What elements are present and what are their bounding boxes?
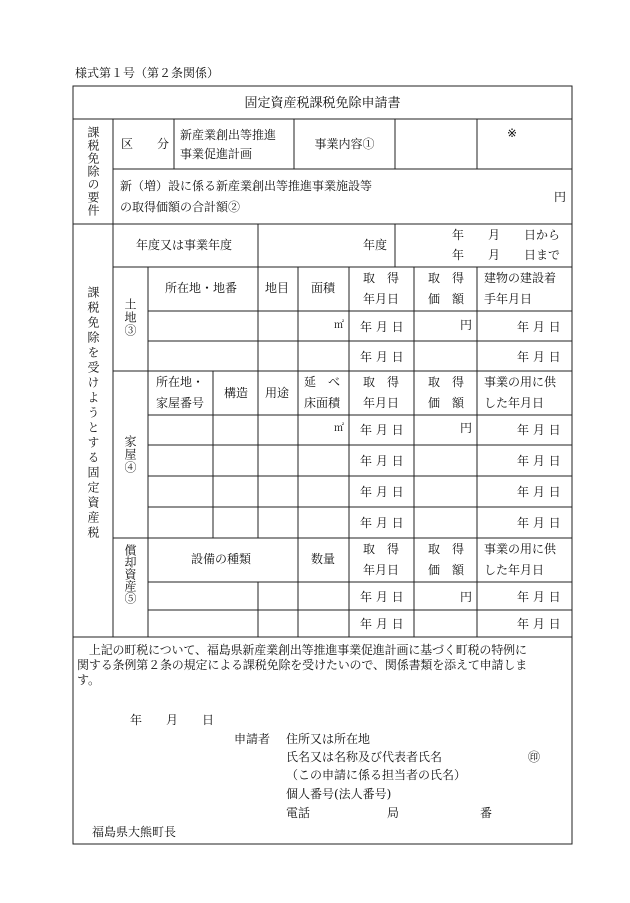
- house-col-floor-2: 床面積: [304, 396, 341, 410]
- statement-line2: 関する条例第２条の規定による課税免除を受けたいので、関係書類を添えて申請しま: [77, 658, 528, 672]
- house-col-loc-2: 家屋番号: [156, 396, 205, 410]
- depreciable-label: 償却資産⑤: [123, 544, 137, 604]
- total-yen-unit: 円: [554, 190, 567, 204]
- house-col-start-2: した年月日: [484, 396, 545, 410]
- applicant-label: 申請者: [234, 732, 271, 746]
- land-row1-m2: ㎡: [334, 320, 344, 331]
- name-label: 氏名又は名称及び代表者氏名: [286, 750, 443, 764]
- total-label-line2: の取得価額の合計額②: [120, 200, 241, 214]
- land-col-build-1: 建物の建設着: [484, 271, 557, 285]
- depr-col-type: 設備の種類: [191, 552, 252, 566]
- depr-row2-start-date: 年 月 日: [517, 617, 561, 631]
- house-row3-start-date: 年 月 日: [517, 485, 561, 499]
- land-col-acq-price-2: 価 額: [428, 292, 465, 306]
- land-col-build-2: 手年月日: [484, 292, 533, 306]
- nendo-unit: 年度: [363, 238, 388, 252]
- land-col-acq-date-1: 取 得: [363, 271, 400, 285]
- house-row2-acq-date: 年 月 日: [360, 454, 404, 468]
- depr-col-acq-date-1: 取 得: [363, 542, 400, 556]
- depr-col-qty: 数量: [311, 552, 336, 566]
- address-label: 住所又は所在地: [286, 732, 371, 746]
- depr-row1-acq-date: 年 月 日: [360, 590, 404, 604]
- depr-col-acq-price-1: 取 得: [428, 542, 465, 556]
- house-row2-start-date: 年 月 日: [517, 454, 561, 468]
- depr-col-start-1: 事業の用に供: [484, 542, 557, 556]
- land-row1-build-date: 年 月 日: [517, 320, 561, 334]
- land-row1-acq-date: 年 月 日: [360, 320, 404, 334]
- house-col-use: 用途: [265, 386, 290, 400]
- house-row1-acq-date: 年 月 日: [360, 423, 404, 437]
- note-mark: ※: [507, 126, 518, 140]
- land-col-area: 面積: [311, 281, 336, 295]
- land-row2-build-date: 年 月 日: [517, 350, 561, 364]
- phone-label: 電話: [286, 806, 311, 820]
- period-from: 年 月 日から: [452, 228, 561, 242]
- house-col-loc-1: 所在地・: [156, 375, 205, 389]
- form-number: 様式第１号（第２条関係）: [75, 66, 220, 80]
- phone-kyoku: 局: [387, 806, 400, 820]
- depr-row1-yen: 円: [460, 590, 473, 604]
- plan-label-line1: 新産業創出等推進: [180, 128, 277, 142]
- total-label-line1: 新（増）設に係る新産業創出等推進事業施設等: [120, 179, 373, 193]
- depr-row1-start-date: 年 月 日: [517, 590, 561, 604]
- land-col-chimoku: 地目: [265, 281, 290, 295]
- depr-row2-acq-date: 年 月 日: [360, 617, 404, 631]
- house-row1-m2: ㎡: [334, 423, 344, 434]
- house-col-acq-date-1: 取 得: [363, 375, 400, 389]
- house-col-acq-price-2: 価 額: [428, 396, 465, 410]
- house-row1-start-date: 年 月 日: [517, 423, 561, 437]
- content-label: 事業内容①: [314, 137, 375, 151]
- seal-mark: ㊞: [528, 750, 541, 764]
- period-to: 年 月 日まで: [452, 248, 561, 262]
- depr-col-start-2: した年月日: [484, 563, 545, 577]
- year-label: 年度又は事業年度: [136, 238, 233, 252]
- depr-col-acq-date-2: 年月日: [363, 563, 400, 577]
- kubun-label: 区 分: [121, 137, 170, 151]
- plan-label-line2: 事業促進計画: [180, 147, 253, 161]
- phone-ban: 番: [480, 806, 493, 820]
- land-col-location: 所在地・地番: [165, 281, 238, 295]
- assets-side-label: 課税免除を受けようとする固定資産税: [86, 286, 100, 541]
- id-number-label: 個人番号(法人番号): [286, 787, 392, 801]
- addressee: 福島県大熊町長: [92, 825, 177, 839]
- statement-line3: す。: [77, 673, 101, 687]
- house-label: 家屋④: [123, 435, 137, 474]
- application-date: 年 月 日: [130, 713, 215, 727]
- land-col-acq-price-1: 取 得: [428, 271, 465, 285]
- statement-line1: 上記の町税について、福島県新産業創出等推進事業促進計画に基づく町税の特例に: [77, 643, 527, 657]
- house-col-struct: 構造: [224, 386, 249, 400]
- house-col-floor-1: 延 べ: [304, 375, 341, 389]
- depr-col-acq-price-2: 価 額: [428, 563, 465, 577]
- land-col-acq-date-2: 年月日: [363, 292, 400, 306]
- land-label: 土地③: [123, 298, 137, 337]
- land-row1-yen: 円: [460, 318, 473, 332]
- house-col-start-1: 事業の用に供: [484, 375, 557, 389]
- land-row2-acq-date: 年 月 日: [360, 350, 404, 364]
- house-col-acq-price-1: 取 得: [428, 375, 465, 389]
- house-row4-start-date: 年 月 日: [517, 516, 561, 530]
- requirements-side-label: 課税免除の要件: [86, 126, 100, 217]
- house-row1-yen: 円: [460, 421, 473, 435]
- contact-label: （この申請に係る担当者の氏名）: [286, 768, 467, 782]
- form-title: 固定資産税課税免除申請書: [244, 96, 401, 111]
- house-col-acq-date-2: 年月日: [363, 396, 400, 410]
- house-row4-acq-date: 年 月 日: [360, 516, 404, 530]
- house-row3-acq-date: 年 月 日: [360, 485, 404, 499]
